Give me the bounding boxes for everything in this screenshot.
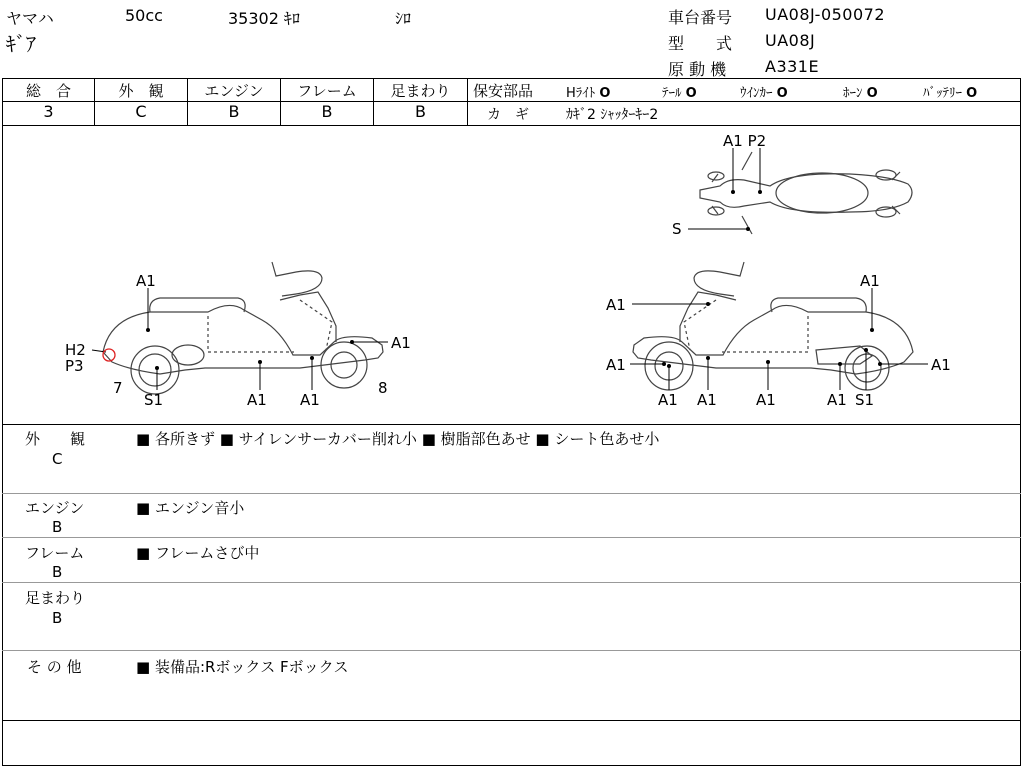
maker-name: ヤマハ bbox=[6, 9, 54, 28]
key-label: カ ギ bbox=[487, 107, 529, 123]
diagram-bottom-line bbox=[2, 424, 1021, 425]
diagram-label: 7 bbox=[113, 379, 123, 397]
remark-label-other: そ の 他 bbox=[27, 658, 82, 676]
model-type-label: 型 式 bbox=[668, 34, 733, 53]
safety-item-headlight bbox=[566, 82, 610, 101]
displacement: 50cc bbox=[125, 6, 163, 25]
remark-grade-engine: B bbox=[52, 518, 63, 536]
remark-text-other: ■ 装備品:Rボックス Fボックス bbox=[136, 658, 349, 676]
diagram-label: P3 bbox=[65, 357, 84, 375]
model-name: ｷﾞｱ bbox=[6, 32, 36, 56]
diagram-label: A1 bbox=[300, 391, 320, 409]
frame-number-value: UA08J-050072 bbox=[765, 5, 886, 24]
safety-divider bbox=[468, 101, 1021, 102]
remark-label-frame: フレーム bbox=[25, 544, 85, 562]
remark-divider bbox=[2, 650, 1021, 651]
remark-divider bbox=[2, 582, 1021, 583]
remark-label-engine: エンジン bbox=[25, 499, 85, 517]
safety-item-name: ｳｲﾝｶｰ bbox=[740, 86, 773, 101]
safety-item-horn bbox=[843, 82, 878, 101]
diagram-label: S1 bbox=[144, 391, 164, 409]
remark-text-exterior: ■ 各所きず ■ サイレンサーカバー削れ小 ■ 樹脂部色あせ ■ シート色あせ小 bbox=[136, 430, 660, 448]
safety-item-winker bbox=[740, 82, 788, 101]
frame-number-label: 車台番号 bbox=[668, 8, 733, 27]
remark-label-suspension: 足まわり bbox=[25, 589, 86, 607]
damage-diagram bbox=[0, 126, 1024, 424]
safety-parts-label: 保安部品 bbox=[473, 82, 534, 100]
grade-header-exterior: 外 観 bbox=[118, 82, 164, 100]
safety-item-mark: O bbox=[685, 86, 697, 101]
diagram-label: A1 bbox=[658, 391, 678, 409]
remark-grade-suspension: B bbox=[52, 609, 63, 627]
diagram-label: A1 bbox=[247, 391, 267, 409]
diagram-label: A1 bbox=[931, 356, 951, 374]
grid-line bbox=[467, 78, 468, 125]
safety-item-name: Hﾗｲﾄ bbox=[566, 86, 596, 101]
grade-value-engine: B bbox=[228, 102, 240, 121]
safety-item-name: ﾊﾞｯﾃﾘｰ bbox=[923, 86, 962, 101]
diagram-label: A1 bbox=[697, 391, 717, 409]
model-type-value: UA08J bbox=[765, 31, 816, 50]
diagram-label: A1 bbox=[606, 356, 626, 374]
grade-value-exterior: C bbox=[135, 102, 147, 121]
safety-item-mark: O bbox=[966, 86, 978, 101]
diagram-label: A1 bbox=[860, 272, 880, 290]
safety-item-name: ﾎｰﾝ bbox=[843, 86, 863, 101]
remarks-bottom-line bbox=[2, 720, 1021, 721]
safety-item-battery bbox=[923, 82, 977, 101]
engine-type-label: 原 動 機 bbox=[668, 60, 727, 79]
remark-text-frame: ■ フレームさび中 bbox=[136, 544, 260, 562]
diagram-label: 8 bbox=[378, 379, 388, 397]
grade-header-suspension: 足まわり bbox=[390, 82, 451, 100]
diagram-label: S1 bbox=[855, 391, 875, 409]
safety-item-name: ﾃｰﾙ bbox=[662, 86, 682, 101]
diagram-label: H2 bbox=[65, 341, 86, 359]
grade-value-overall: 3 bbox=[43, 102, 54, 121]
body-color: ｼﾛ bbox=[395, 9, 412, 28]
grade-value-frame: B bbox=[321, 102, 333, 121]
engine-type-value: A331E bbox=[765, 57, 820, 76]
diagram-label: A1 bbox=[606, 296, 626, 314]
remark-label-exterior: 外 観 bbox=[25, 430, 86, 448]
mileage: 35302 ｷﾛ bbox=[228, 9, 300, 28]
grade-header-engine: エンジン bbox=[204, 82, 264, 100]
grade-header-frame: フレーム bbox=[297, 82, 357, 100]
remark-divider bbox=[2, 493, 1021, 494]
diagram-label: A1 bbox=[827, 391, 847, 409]
diagram-label: A1 bbox=[756, 391, 776, 409]
diagram-label: A1 P2 bbox=[723, 132, 767, 150]
remark-divider bbox=[2, 537, 1021, 538]
safety-item-mark: O bbox=[866, 86, 878, 101]
remark-grade-exterior: C bbox=[52, 450, 63, 468]
remark-grade-frame: B bbox=[52, 563, 63, 581]
diagram-label: A1 bbox=[391, 334, 411, 352]
remark-text-engine: ■ エンジン音小 bbox=[136, 499, 245, 517]
diagram-label: S bbox=[672, 220, 682, 238]
safety-item-mark: O bbox=[599, 86, 611, 101]
grade-value-suspension: B bbox=[415, 102, 426, 121]
grade-header-overall: 総 合 bbox=[25, 82, 71, 100]
safety-item-mark: O bbox=[776, 86, 788, 101]
diagram-label: A1 bbox=[136, 272, 156, 290]
key-value: ｶｷﾞ2 ｼｬｯﾀｰｷｰ2 bbox=[566, 107, 659, 123]
safety-item-taillight bbox=[662, 82, 697, 101]
